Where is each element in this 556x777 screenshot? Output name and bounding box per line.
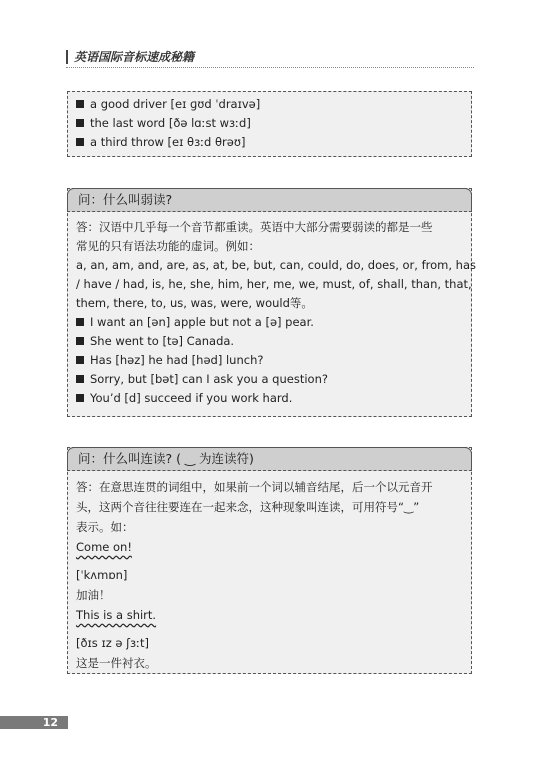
header-rule xyxy=(66,67,474,68)
answer-line: 常见的只有语法功能的虚词。例如： xyxy=(76,239,260,253)
linking-example-phonetic: [ðɪs ɪz ə ʃɜːt] xyxy=(76,636,149,650)
qa-box-linking xyxy=(67,447,472,674)
bullet-icon xyxy=(76,138,84,146)
answer-line: 答：在意思连贯的词组中，如果前一个词以辅音结尾，后一个以元音开 xyxy=(76,480,433,494)
answer-line: 头，这两个音往往要连在一起来念，这种现象叫连读，可用符号“‿” xyxy=(76,500,420,514)
answer-line: 表示。如： xyxy=(76,520,134,534)
answer-line: 答：汉语中几乎每一个音节都重读。英语中大部分需要弱读的都是一些 xyxy=(76,220,433,234)
linking-example-sentence: Come on! xyxy=(76,540,132,554)
list-item: I want an [ən] apple but not a [ə] pear. xyxy=(76,313,463,332)
list-item: She went to [tə] Canada. xyxy=(76,332,463,351)
linking-example-meaning: 这是一件衬衣。 xyxy=(76,656,157,670)
example-box-1 xyxy=(67,91,472,157)
qa-box-weak-form xyxy=(67,188,476,417)
bullet-icon xyxy=(76,337,84,345)
linking-example-phonetic: [ˈkʌmɒn] xyxy=(76,568,128,582)
bullet-icon xyxy=(76,119,84,127)
linking-example-meaning: 加油！ xyxy=(76,588,111,602)
list-item: a third throw [eɪ θɜːd θrəʊ] xyxy=(76,133,463,152)
running-header: 英语国际音标速成秘籍 xyxy=(66,50,194,64)
list-item: Has [həz] he had [həd] lunch? xyxy=(76,351,463,370)
answer-line: them, there, to, us, was, were, would等。 xyxy=(76,296,313,310)
bullet-icon xyxy=(76,356,84,364)
list-item: You’d [d] succeed if you work hard. xyxy=(76,389,463,408)
bullet-icon xyxy=(76,318,84,326)
list-item: Sorry, but [bət] can I ask you a question? xyxy=(76,370,463,389)
answer-line: / have / had, is, he, she, him, her, me, we, must, of, shall, than, that, xyxy=(76,277,472,291)
question-heading: 问：什么叫连读? ( ‿ 为连读符) xyxy=(67,447,472,471)
bullet-icon xyxy=(76,100,84,108)
answer-line: a, an, am, and, are, as, at, be, but, can, could, do, does, or, from, has xyxy=(76,258,476,272)
list-item: the last word [ðə lɑːst wɜːd] xyxy=(76,114,463,133)
bullet-icon xyxy=(76,375,84,383)
list-item: a good driver [eɪ ɡʊd ˈdraɪvə] xyxy=(76,95,463,114)
bullet-icon xyxy=(76,394,84,402)
page-number: 12 xyxy=(0,716,68,729)
question-heading: 问：什么叫弱读? xyxy=(67,188,472,212)
linking-example-sentence: This is a shirt. xyxy=(76,608,157,622)
